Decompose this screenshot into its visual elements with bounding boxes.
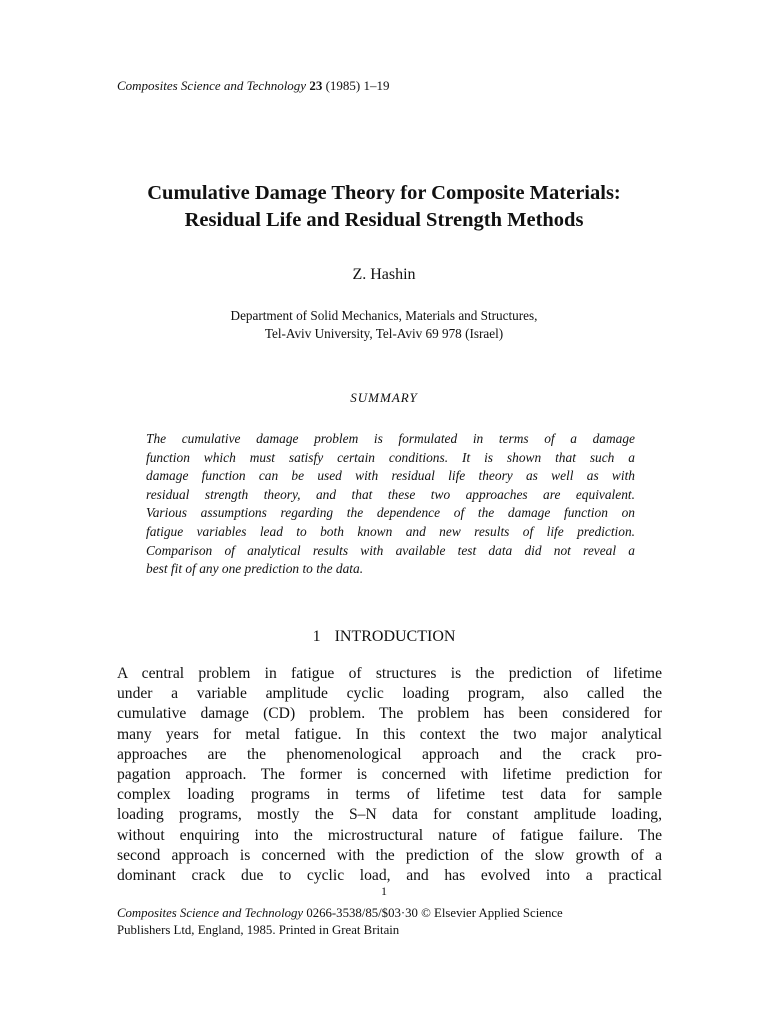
paper-title-line: Residual Life and Residual Strength Methods — [184, 209, 584, 231]
body-line: complex loading programs in terms of lifetime test data for sample — [117, 786, 662, 804]
affiliation-line: Department of Solid Mechanics, Materials and Structures, — [230, 308, 538, 323]
abstract-line: Various assumptions regarding the dependence of the damage function on — [146, 505, 635, 521]
footer-journal: Composites Science and Technology — [117, 906, 304, 920]
body-line: second approach is concerned with the prediction of the slow growth of a — [117, 846, 662, 864]
paper-title-line: Cumulative Damage Theory for Composite Materials: — [147, 182, 621, 204]
abstract-line: best fit of any one prediction to the data. — [146, 561, 364, 577]
page-number: 1 — [381, 884, 387, 898]
section-heading — [0, 628, 768, 646]
footer-line — [117, 905, 662, 922]
abstract-line: fatigue variables lead to both known and new results of life prediction. — [146, 523, 635, 539]
author-name: Z. Hashin — [352, 266, 416, 283]
journal-header — [117, 78, 390, 94]
paper-title — [60, 180, 708, 234]
body-line: under a variable amplitude cyclic loading program, also called the — [117, 685, 662, 703]
body-line: cumulative damage (CD) problem. The problem has been considered for — [117, 705, 662, 723]
abstract-line: The cumulative damage problem is formulated in terms of a damage — [146, 431, 635, 446]
section-number: 1 — [312, 628, 321, 645]
footer-publisher: Publishers Ltd, England, 1985. Printed in Great Britain — [117, 923, 400, 937]
abstract-line: function which must satisfy certain conditions. It is shown that such a — [146, 449, 635, 465]
abstract-line: residual strength theory, and that these two approaches are equivalent. — [146, 486, 635, 502]
body-line: A central problem in fatigue of structures is the prediction of lifetime — [117, 665, 662, 682]
body-line: dominant crack due to cyclic load, and has evolved into a practical — [117, 867, 662, 885]
summary-heading: SUMMARY — [350, 390, 418, 405]
body-line: pagation approach. The former is concerned with lifetime prediction for — [117, 766, 662, 784]
abstract-line: damage function can be used with residual life theory as well as with — [146, 468, 635, 484]
journal-name: Composites Science and Technology — [117, 78, 307, 93]
copyright-footer — [117, 905, 662, 939]
author-affiliation — [0, 307, 768, 343]
body-line: many years for metal fatigue. In this context the two major analytical — [117, 725, 662, 743]
body-line: loading programs, mostly the S–N data for constant amplitude loading, — [117, 806, 662, 824]
footer-issn: 0266-3538/85/$03·30 © Elsevier Applied Science — [306, 906, 563, 920]
section-title: INTRODUCTION — [334, 628, 456, 645]
introduction-paragraph — [117, 664, 662, 886]
journal-year-pages: (1985) 1–19 — [325, 78, 390, 93]
body-line: approaches are the phenomenological approach and the crack pro- — [117, 745, 662, 763]
affiliation-line: Tel-Aviv University, Tel-Aviv 69 978 (Israel) — [264, 326, 504, 341]
journal-volume: 23 — [309, 78, 323, 93]
summary-abstract — [146, 430, 635, 579]
body-line: without enquiring into the microstructural nature of fatigue failure. The — [117, 826, 662, 844]
abstract-line: Comparison of analytical results with available test data did not reveal a — [146, 542, 635, 558]
